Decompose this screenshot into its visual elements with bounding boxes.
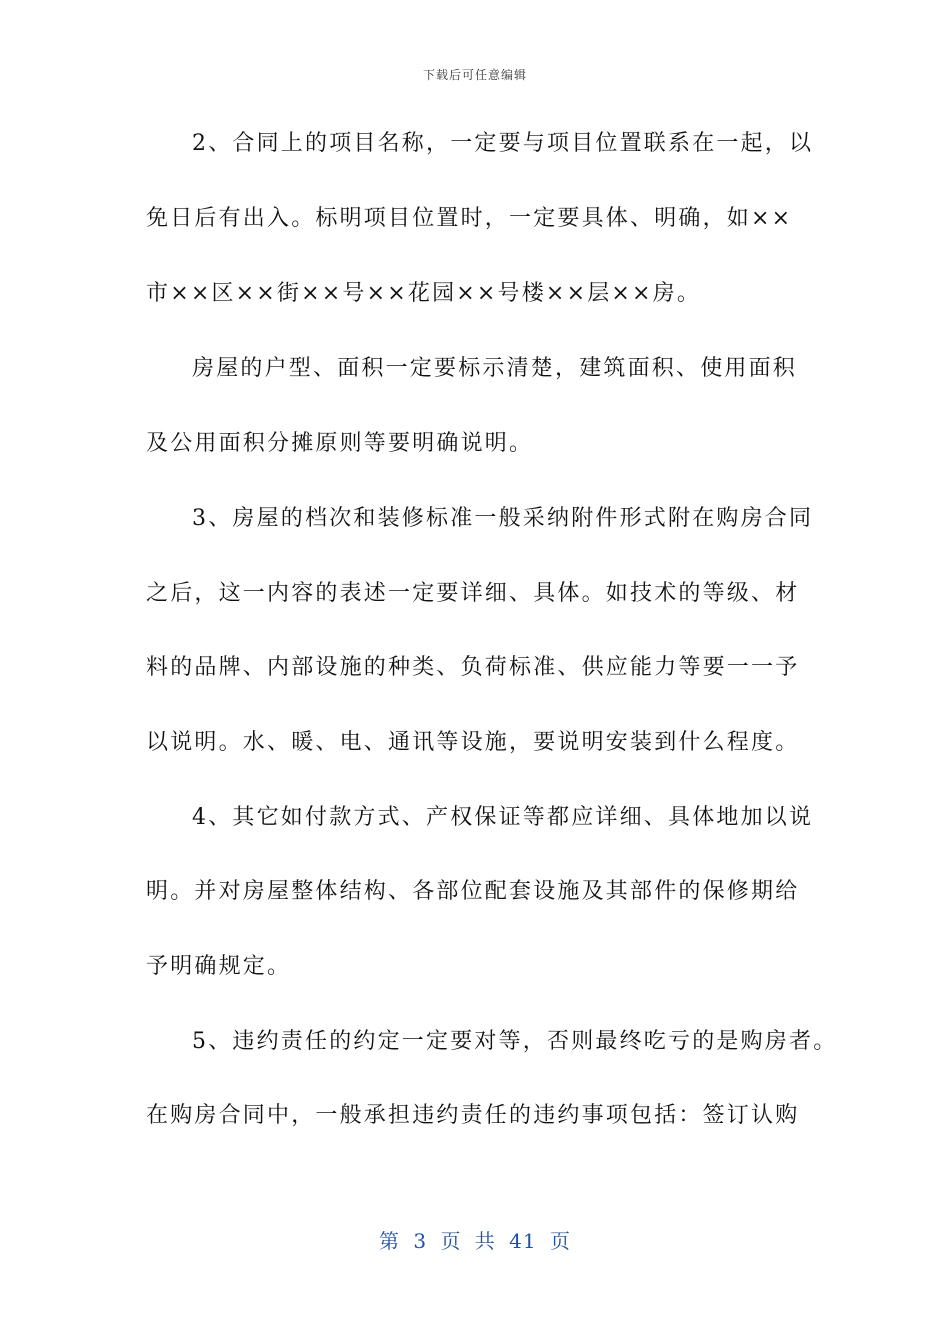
paragraph-line: 市××区××街××号××花园××号楼××层××房。 (146, 281, 702, 306)
paragraph-line: 免日后有出入。标明项目位置时，一定要具体、明确，如×× (146, 206, 793, 231)
paragraph-line: 之后，这一内容的表述一定要详细、具体。如技术的等级、材 (146, 581, 800, 606)
paragraph-line: 房屋的户型、面积一定要标示清楚，建筑面积、使用面积 (192, 356, 798, 381)
paragraph-line: 4、其它如付款方式、产权保证等都应详细、具体地加以说 (192, 805, 814, 830)
paragraph-line: 及公用面积分摊原则等要明确说明。 (146, 431, 534, 456)
paragraph-line: 予明确规定。 (146, 954, 292, 979)
paragraph-line: 3、房屋的档次和装修标准一般采纳附件形式附在购房合同 (192, 506, 814, 531)
paragraph-line: 5、违约责任的约定一定要对等，否则最终吃亏的是购房者。 (192, 1029, 838, 1054)
page-number-footer: 第 3 页 共 41 页 (379, 1229, 571, 1253)
paragraph-line: 2、合同上的项目名称，一定要与项目位置联系在一起，以 (192, 131, 814, 156)
page-header: 下载后可任意编辑 (422, 68, 527, 82)
paragraph-line: 料的品牌、内部设施的种类、负荷标准、供应能力等要一一予 (146, 655, 800, 680)
paragraph-line: 明。并对房屋整体结构、各部位配套设施及其部件的保修期给 (146, 879, 800, 904)
paragraph-line: 在购房合同中，一般承担违约责任的违约事项包括：签订认购 (146, 1103, 800, 1128)
paragraph-line: 以说明。水、暖、电、通讯等设施，要说明安装到什么程度。 (146, 730, 800, 755)
